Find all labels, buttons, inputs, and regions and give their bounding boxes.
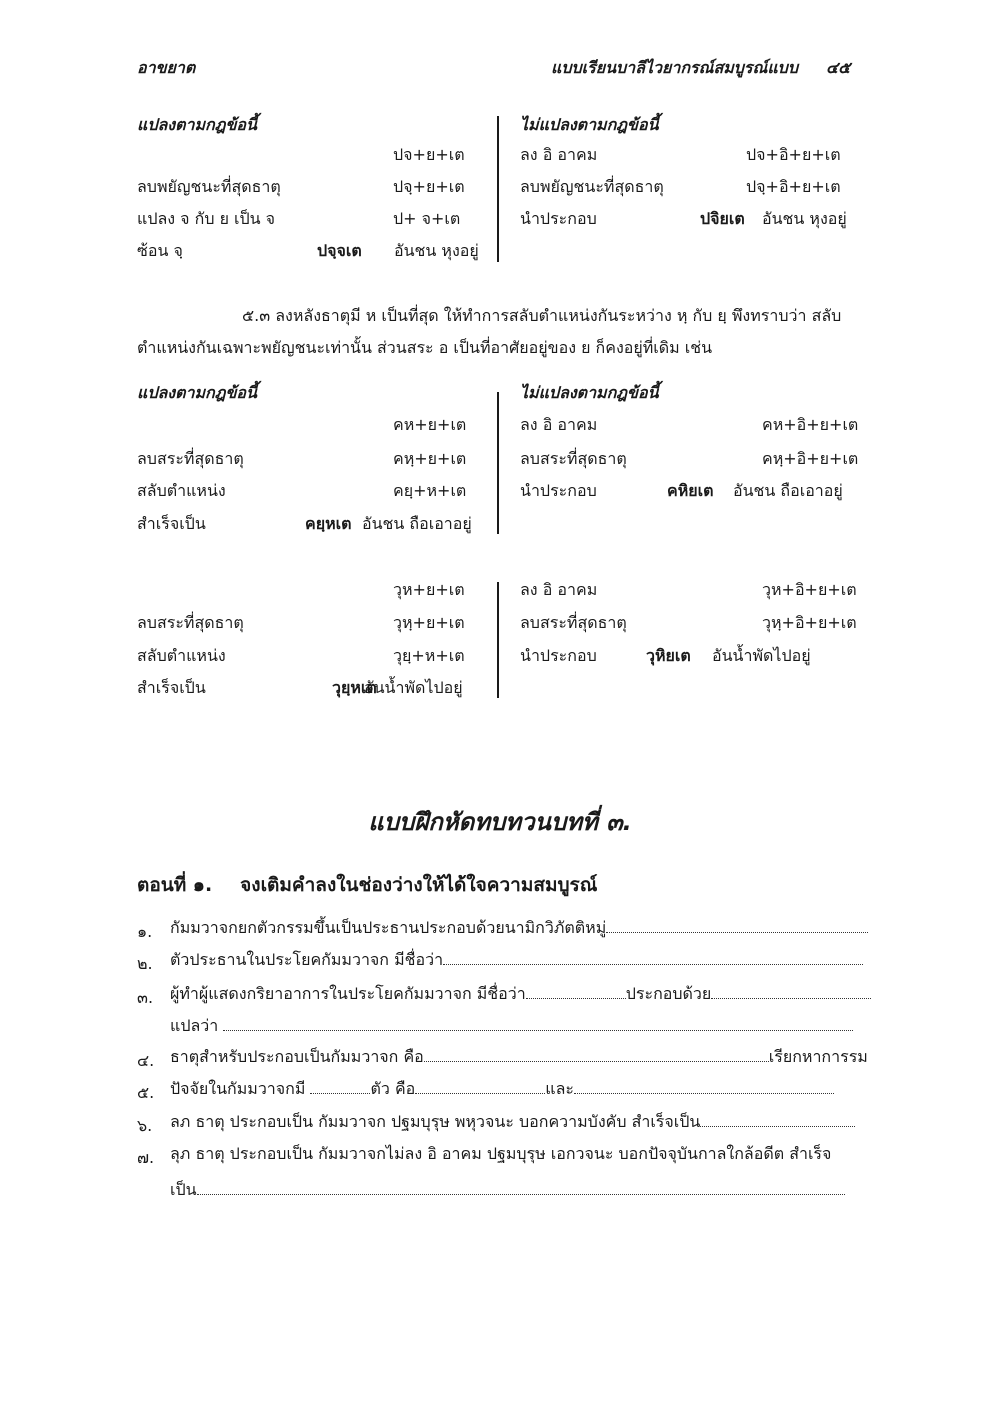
question-3 xyxy=(170,984,871,1004)
s1-right-label-2: ลบพยัญชนะที่สุดธาตุ xyxy=(520,177,664,196)
s2-left-formula-1: คห+ย+เต xyxy=(393,415,467,434)
question-number-7: ๗. xyxy=(137,1148,155,1167)
s2-right-meaning-3: อันชน ถือเอาอยู่ xyxy=(733,481,843,500)
s1-left-formula-3: ป+ จ+เต xyxy=(393,209,461,228)
s2-left-label-3: สลับตำแหน่ง xyxy=(137,481,226,500)
question-2 xyxy=(170,950,863,970)
s3-right-meaning-3: อันน้ำพัดไปอยู่ xyxy=(712,646,811,665)
question-7-cont: เป็น xyxy=(170,1180,197,1199)
s2-right-formula-2: คหฺ+อิ+ย+เต xyxy=(762,449,859,468)
answer-blank-6[interactable] xyxy=(700,1112,855,1127)
s2-right-word-3: คหิยเต xyxy=(667,481,714,500)
answer-blank-5b[interactable] xyxy=(415,1079,545,1094)
answer-blank-5a[interactable] xyxy=(310,1079,370,1094)
answer-blank-1[interactable] xyxy=(606,918,868,933)
question-4-text: ธาตุสำหรับประกอบเป็นกัมมวาจก คือ xyxy=(170,1047,424,1066)
s3-left-formula-1: วุห+ย+เต xyxy=(393,580,465,599)
question-number-6: ๖. xyxy=(137,1116,153,1135)
s1-left-formula-1: ปจ+ย+เต xyxy=(393,145,465,164)
s2-left-label-4: สำเร็จเป็น xyxy=(137,514,206,533)
section3-divider xyxy=(497,582,499,698)
s1-left-label-4: ซ้อน จฺ xyxy=(137,241,183,260)
question-7-continued xyxy=(170,1180,845,1200)
rule-paragraph-line-2: ตำแหน่งกันเฉพาะพยัญชนะเท่านั้น ส่วนสระ อ เป็นที่อาศัยอยู่ของ ย ก็คงอยู่ที่เดิม เช่น xyxy=(137,338,713,357)
s3-left-formula-2: วุหฺ+ย+เต xyxy=(393,613,465,632)
question-4 xyxy=(170,1047,868,1067)
s1-left-word-4: ปจฺจเต xyxy=(317,241,362,260)
s1-right-word-3: ปจิยเต xyxy=(700,209,745,228)
s1-right-label-3: นำประกอบ xyxy=(520,209,597,228)
s3-right-formula-1: วุห+อิ+ย+เต xyxy=(762,580,857,599)
section1-left-heading: แปลงตามกฎข้อนี้ xyxy=(137,115,257,134)
question-6 xyxy=(170,1112,855,1132)
s3-left-label-3: สลับตำแหน่ง xyxy=(137,646,226,665)
question-7 xyxy=(170,1144,831,1164)
section2-right-heading: ไม่แปลงตามกฎข้อนี้ xyxy=(520,383,659,402)
question-4-end: เรียกหาการรม xyxy=(768,1047,868,1066)
s3-right-label-2: ลบสระที่สุดธาตุ xyxy=(520,613,627,632)
question-3-continued xyxy=(170,1016,853,1036)
question-2-text: ตัวประธานในประโยคกัมมวาจก มีชื่อว่า xyxy=(170,950,444,969)
s2-right-label-2: ลบสระที่สุดธาตุ xyxy=(520,449,627,468)
s3-left-word-4: วุยฺหเต xyxy=(332,678,377,697)
answer-blank-5c[interactable] xyxy=(574,1079,834,1094)
s1-right-formula-1: ปจ+อิ+ย+เต xyxy=(746,145,841,164)
question-number-5: ๕. xyxy=(137,1083,155,1102)
answer-blank-4[interactable] xyxy=(424,1047,769,1062)
question-number-1: ๑. xyxy=(137,922,153,941)
question-1 xyxy=(170,918,868,938)
s2-left-formula-2: คหฺ+ย+เต xyxy=(393,449,467,468)
answer-blank-2[interactable] xyxy=(443,950,863,965)
s2-left-meaning-4: อันชน ถือเอาอยู่ xyxy=(362,514,472,533)
s2-left-word-4: คยฺหเต xyxy=(305,514,352,533)
answer-blank-3b[interactable] xyxy=(711,984,871,999)
question-1-text: กัมมวาจกยกตัวกรรมขึ้นเป็นประธานประกอบด้วยนามิกวิภัตติหมู่ xyxy=(170,918,607,937)
rule-paragraph-line-1: ๕.๓ ลงหลังธาตุมี ห เป็นที่สุด ให้ทำการสลับตำแหน่งกันระหว่าง หฺ กับ ยฺ พึงทราบว่า สลับ xyxy=(242,306,842,325)
question-7-text: ลุภ ธาตุ ประกอบเป็น กัมมวาจกไม่ลง อิ อาคม ปฐมบุรุษ เอกวจนะ บอกปัจจุบันกาลใกล้อดีต สำเร็จ xyxy=(170,1144,832,1163)
s3-left-label-2: ลบสระที่สุดธาตุ xyxy=(137,613,244,632)
answer-blank-3c[interactable] xyxy=(223,1016,853,1031)
s3-right-label-3: นำประกอบ xyxy=(520,646,597,665)
s1-left-formula-2: ปจฺ+ย+เต xyxy=(393,177,465,196)
header-title: แบบเรียนบาลีไวยากรณ์สมบูรณ์แบบ xyxy=(551,58,798,77)
exercise-part-heading xyxy=(137,870,597,900)
s1-left-meaning-4: อันชน หุงอยู่ xyxy=(394,241,479,260)
s3-right-label-1: ลง อิ อาคม xyxy=(520,580,598,599)
part-label: ตอนที่ ๑. xyxy=(137,874,213,896)
answer-blank-3a[interactable] xyxy=(526,984,626,999)
s1-left-label-2: ลบพยัญชนะที่สุดธาตุ xyxy=(137,177,281,196)
s3-right-word-3: วุหิยเต xyxy=(646,646,691,665)
question-5-mid: ตัว คือ xyxy=(370,1079,416,1098)
answer-blank-7[interactable] xyxy=(197,1180,845,1195)
question-number-4: ๔. xyxy=(137,1051,155,1070)
page-number: ๔๕ xyxy=(826,58,851,77)
section2-divider xyxy=(497,392,499,534)
s3-left-meaning-4: อันน้ำพัดไปอยู่ xyxy=(364,678,463,697)
question-5 xyxy=(170,1079,834,1099)
s2-right-formula-1: คห+อิ+ย+เต xyxy=(762,415,859,434)
s1-right-meaning-3: อันชน หุงอยู่ xyxy=(762,209,847,228)
s3-left-label-4: สำเร็จเป็น xyxy=(137,678,206,697)
question-3-text: ผู้ทำผู้แสดงกริยาอาการในประโยคกัมมวาจก มีชื่อว่า xyxy=(170,984,526,1003)
question-5-text: ปัจจัยในกัมมวาจกมี xyxy=(170,1079,306,1098)
question-3-cont: แปลว่า xyxy=(170,1016,219,1035)
question-6-text: ลภ ธาตุ ประกอบเป็น กัมมวาจก ปฐมบุรุษ พหุวจนะ บอกความบังคับ สำเร็จเป็น xyxy=(170,1112,701,1131)
s1-right-label-1: ลง อิ อาคม xyxy=(520,145,598,164)
header-left: อาขยาต xyxy=(137,58,196,77)
question-5-mid2: และ xyxy=(545,1079,574,1098)
s2-left-label-2: ลบสระที่สุดธาตุ xyxy=(137,449,244,468)
s2-right-label-1: ลง อิ อาคม xyxy=(520,415,598,434)
section1-right-heading: ไม่แปลงตามกฎข้อนี้ xyxy=(520,115,659,134)
s2-left-formula-3: คยฺ+ห+เต xyxy=(393,481,467,500)
s2-right-label-3: นำประกอบ xyxy=(520,481,597,500)
s3-right-formula-2: วุหฺ+อิ+ย+เต xyxy=(762,613,857,632)
part-instruction: จงเติมคำลงในช่องว่างให้ได้ใจความสมบูรณ์ xyxy=(240,874,598,896)
s3-left-formula-3: วุยฺ+ห+เต xyxy=(393,646,465,665)
s1-left-label-3: แปลง จ กับ ย เป็น จ xyxy=(137,209,276,228)
s1-right-formula-2: ปจฺ+อิ+ย+เต xyxy=(746,177,841,196)
rule-paragraph xyxy=(137,300,857,364)
question-number-2: ๒. xyxy=(137,954,153,973)
question-3-mid: ประกอบด้วย xyxy=(625,984,712,1003)
exercise-title: แบบฝึกหัดทบทวนบทที่ ๓. xyxy=(368,808,632,836)
question-number-3: ๓. xyxy=(137,988,154,1007)
section2-left-heading: แปลงตามกฎข้อนี้ xyxy=(137,383,257,402)
section1-divider xyxy=(497,116,499,262)
